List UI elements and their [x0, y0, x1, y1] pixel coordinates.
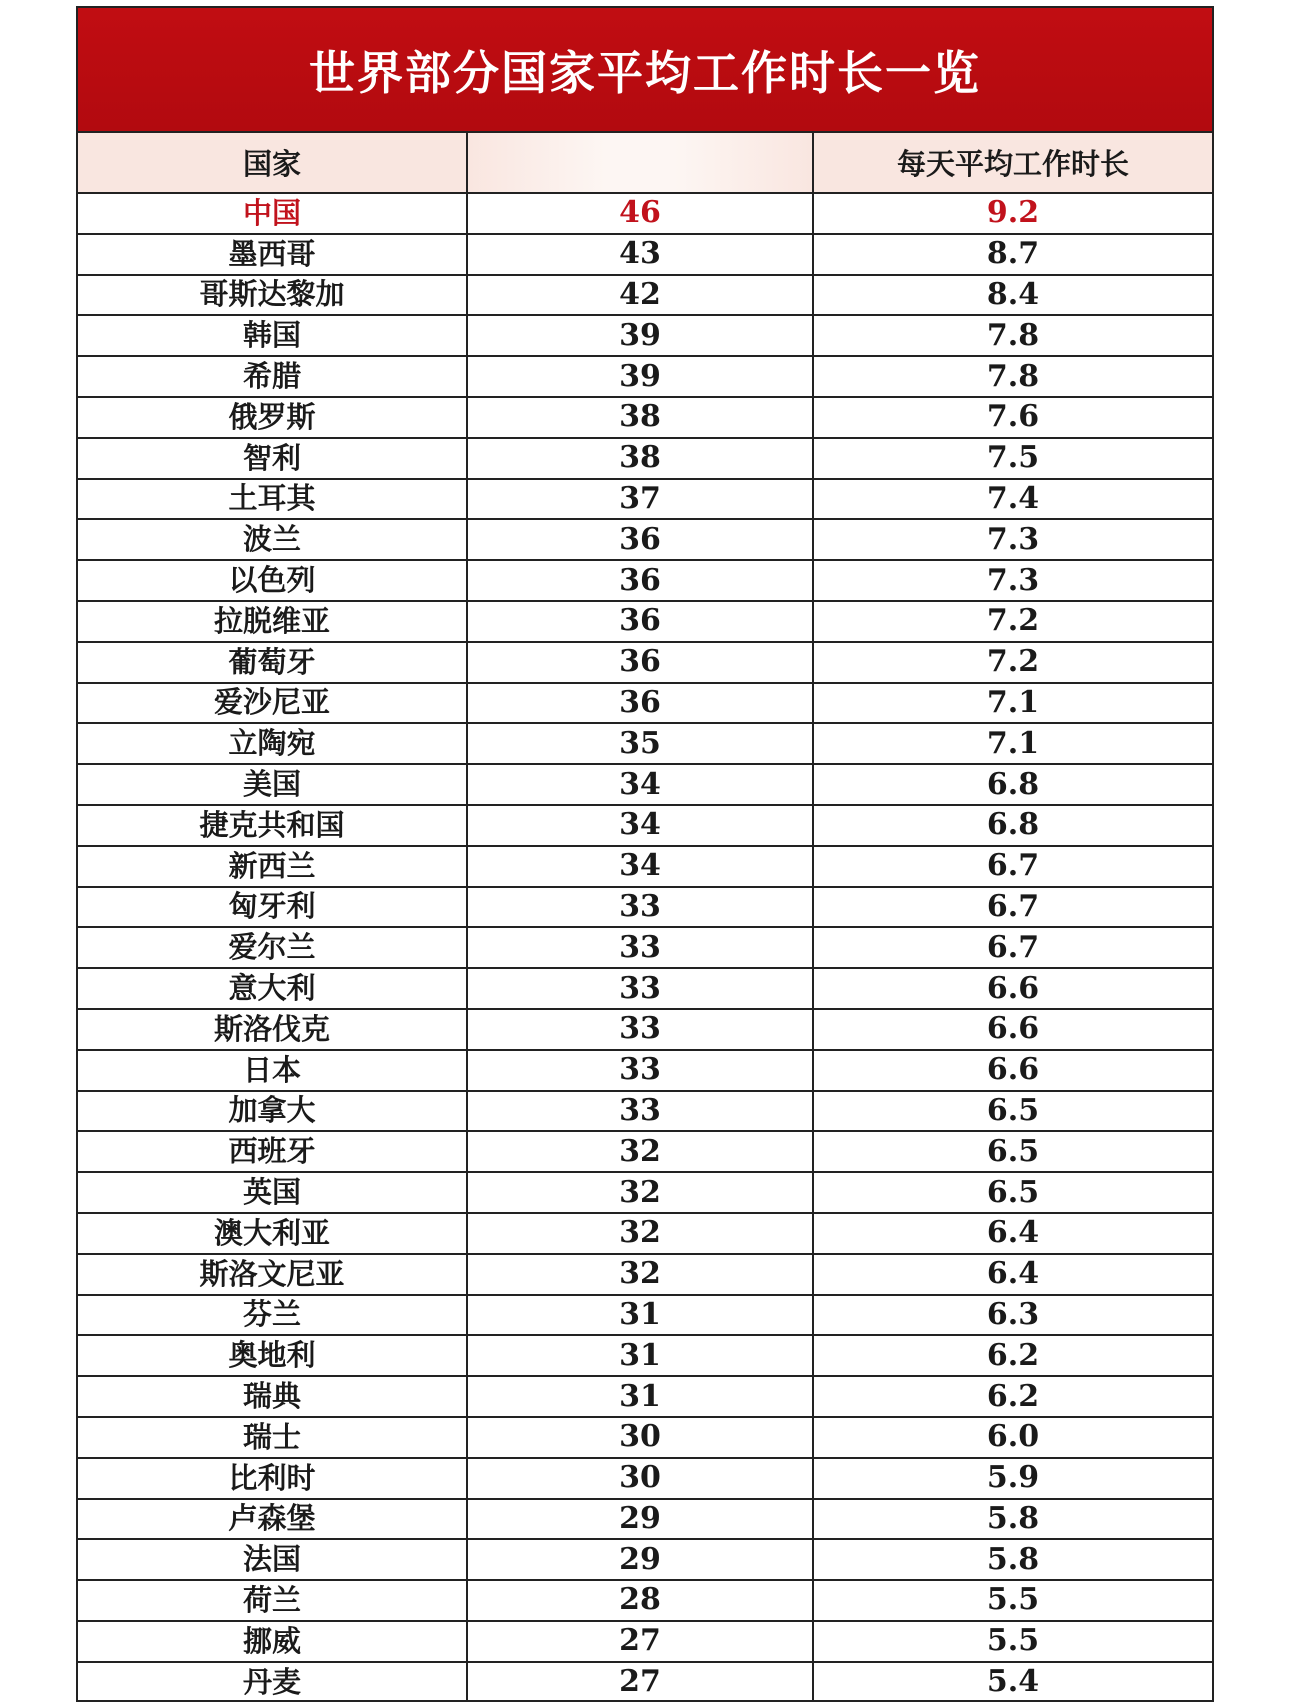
weekly-hours-cell: 42: [467, 275, 813, 316]
country-cell: 新西兰: [78, 846, 467, 887]
country-cell: 立陶宛: [78, 723, 467, 764]
weekly-hours-cell: 28: [467, 1580, 813, 1621]
country-cell: 瑞典: [78, 1376, 467, 1417]
table-row: [78, 1417, 1212, 1458]
daily-hours-cell: 5.9: [813, 1458, 1212, 1499]
weekly-hours-cell: 36: [467, 601, 813, 642]
country-cell: 俄罗斯: [78, 397, 467, 438]
daily-hours-cell: 7.5: [813, 438, 1212, 479]
daily-hours-cell: 5.8: [813, 1499, 1212, 1540]
table-row: [78, 1499, 1212, 1540]
country-cell: 奥地利: [78, 1335, 467, 1376]
country-cell: 西班牙: [78, 1131, 467, 1172]
country-cell: 比利时: [78, 1458, 467, 1499]
country-cell: 斯洛文尼亚: [78, 1254, 467, 1295]
country-cell: 瑞士: [78, 1417, 467, 1458]
table-row: [78, 519, 1212, 560]
daily-hours-cell: 6.4: [813, 1213, 1212, 1254]
table-row: [78, 275, 1212, 316]
country-cell: 哥斯达黎加: [78, 275, 467, 316]
weekly-hours-cell: 32: [467, 1172, 813, 1213]
daily-hours-cell: 8.7: [813, 234, 1212, 275]
country-cell: 芬兰: [78, 1295, 467, 1336]
table-row: [78, 1213, 1212, 1254]
country-cell: 卢森堡: [78, 1499, 467, 1540]
daily-hours-cell: 5.8: [813, 1539, 1212, 1580]
table-row: [78, 805, 1212, 846]
table-body: [78, 193, 1212, 1701]
header-weekly-hours: [467, 133, 813, 193]
country-cell: 匈牙利: [78, 887, 467, 928]
daily-hours-cell: 6.6: [813, 1009, 1212, 1050]
weekly-hours-cell: 37: [467, 479, 813, 520]
weekly-hours-cell: 33: [467, 1091, 813, 1132]
weekly-hours-cell: 36: [467, 683, 813, 724]
table-row: [78, 927, 1212, 968]
daily-hours-cell: 7.2: [813, 642, 1212, 683]
table-row: [78, 356, 1212, 397]
country-cell: 挪威: [78, 1621, 467, 1662]
weekly-hours-cell: 39: [467, 356, 813, 397]
weekly-hours-cell: 34: [467, 764, 813, 805]
table-row: [78, 968, 1212, 1009]
page-title: 世界部分国家平均工作时长一览: [309, 45, 981, 100]
table-row: [78, 560, 1212, 601]
country-cell: 法国: [78, 1539, 467, 1580]
weekly-hours-cell: 33: [467, 1050, 813, 1091]
table-row: [78, 887, 1212, 928]
weekly-hours-cell: 32: [467, 1213, 813, 1254]
weekly-hours-cell: 30: [467, 1458, 813, 1499]
daily-hours-cell: 7.8: [813, 356, 1212, 397]
country-cell: 土耳其: [78, 479, 467, 520]
table-row: [78, 846, 1212, 887]
daily-hours-cell: 6.7: [813, 887, 1212, 928]
daily-hours-cell: 8.4: [813, 275, 1212, 316]
country-cell: 丹麦: [78, 1662, 467, 1702]
daily-hours-cell: 6.2: [813, 1335, 1212, 1376]
table-row: [78, 1662, 1212, 1702]
daily-hours-cell: 6.3: [813, 1295, 1212, 1336]
table-row: [78, 1254, 1212, 1295]
daily-hours-cell: 6.0: [813, 1417, 1212, 1458]
weekly-hours-cell: 29: [467, 1499, 813, 1540]
weekly-hours-cell: 34: [467, 805, 813, 846]
header-daily-hours: 每天平均工作时长: [813, 133, 1212, 193]
table-row: [78, 601, 1212, 642]
country-cell: 爱尔兰: [78, 927, 467, 968]
country-cell: 斯洛伐克: [78, 1009, 467, 1050]
daily-hours-cell: 6.6: [813, 968, 1212, 1009]
table-row: [78, 1621, 1212, 1662]
table-row: [78, 764, 1212, 805]
weekly-hours-cell: 35: [467, 723, 813, 764]
table-row: [78, 438, 1212, 479]
weekly-hours-cell: 33: [467, 887, 813, 928]
daily-hours-cell: 6.6: [813, 1050, 1212, 1091]
table-row: [78, 1458, 1212, 1499]
table-row: [78, 642, 1212, 683]
country-cell: 中国: [78, 193, 467, 234]
table-row: [78, 397, 1212, 438]
weekly-hours-cell: 33: [467, 927, 813, 968]
weekly-hours-cell: 46: [467, 193, 813, 234]
country-cell: 以色列: [78, 560, 467, 601]
table-row: [78, 1295, 1212, 1336]
weekly-hours-cell: 32: [467, 1131, 813, 1172]
weekly-hours-cell: 38: [467, 438, 813, 479]
daily-hours-cell: 6.2: [813, 1376, 1212, 1417]
country-cell: 墨西哥: [78, 234, 467, 275]
weekly-hours-cell: 39: [467, 315, 813, 356]
weekly-hours-cell: 27: [467, 1621, 813, 1662]
table-row: [78, 234, 1212, 275]
daily-hours-cell: 7.6: [813, 397, 1212, 438]
weekly-hours-cell: 36: [467, 642, 813, 683]
daily-hours-cell: 6.7: [813, 846, 1212, 887]
table-header-row: [78, 133, 1212, 193]
daily-hours-cell: 6.5: [813, 1172, 1212, 1213]
daily-hours-cell: 6.5: [813, 1131, 1212, 1172]
daily-hours-cell: 5.5: [813, 1580, 1212, 1621]
weekly-hours-cell: 30: [467, 1417, 813, 1458]
daily-hours-cell: 6.5: [813, 1091, 1212, 1132]
table-row: [78, 1172, 1212, 1213]
table-row: [78, 315, 1212, 356]
table-row: [78, 1009, 1212, 1050]
weekly-hours-cell: 36: [467, 519, 813, 560]
weekly-hours-cell: 43: [467, 234, 813, 275]
daily-hours-cell: 6.4: [813, 1254, 1212, 1295]
table-row: [78, 723, 1212, 764]
daily-hours-cell: 7.1: [813, 683, 1212, 724]
header-country: 国家: [78, 133, 467, 193]
weekly-hours-cell: 31: [467, 1295, 813, 1336]
table-row: [78, 1580, 1212, 1621]
weekly-hours-cell: 33: [467, 1009, 813, 1050]
country-cell: 澳大利亚: [78, 1213, 467, 1254]
table-row: [78, 1335, 1212, 1376]
table-row: [78, 1050, 1212, 1091]
daily-hours-cell: 5.5: [813, 1621, 1212, 1662]
work-hours-table-sheet: [76, 6, 1214, 1702]
daily-hours-cell: 7.8: [813, 315, 1212, 356]
table-row: [78, 1539, 1212, 1580]
daily-hours-cell: 7.1: [813, 723, 1212, 764]
daily-hours-cell: 6.7: [813, 927, 1212, 968]
weekly-hours-cell: 31: [467, 1376, 813, 1417]
weekly-hours-cell: 33: [467, 968, 813, 1009]
country-cell: 荷兰: [78, 1580, 467, 1621]
table-row: [78, 479, 1212, 520]
country-cell: 意大利: [78, 968, 467, 1009]
daily-hours-cell: 6.8: [813, 805, 1212, 846]
country-cell: 捷克共和国: [78, 805, 467, 846]
country-cell: 希腊: [78, 356, 467, 397]
country-cell: 美国: [78, 764, 467, 805]
weekly-hours-cell: 29: [467, 1539, 813, 1580]
country-cell: 智利: [78, 438, 467, 479]
title-banner: [78, 8, 1212, 133]
weekly-hours-cell: 27: [467, 1662, 813, 1702]
country-cell: 波兰: [78, 519, 467, 560]
weekly-hours-cell: 32: [467, 1254, 813, 1295]
work-hours-table: [78, 133, 1212, 1701]
table-row: [78, 193, 1212, 234]
table-row: [78, 683, 1212, 724]
country-cell: 爱沙尼亚: [78, 683, 467, 724]
daily-hours-cell: 7.3: [813, 519, 1212, 560]
weekly-hours-cell: 36: [467, 560, 813, 601]
country-cell: 韩国: [78, 315, 467, 356]
country-cell: 拉脱维亚: [78, 601, 467, 642]
daily-hours-cell: 5.4: [986, 1664, 1040, 1700]
daily-hours-cell: 6.8: [813, 764, 1212, 805]
daily-hours-cell: 7.3: [813, 560, 1212, 601]
weekly-hours-cell: 31: [467, 1335, 813, 1376]
table-row: [78, 1091, 1212, 1132]
daily-hours-cell: 7.4: [813, 479, 1212, 520]
table-row: [78, 1131, 1212, 1172]
weekly-hours-cell: 38: [467, 397, 813, 438]
country-cell: 加拿大: [78, 1091, 467, 1132]
daily-hours-cell: 7.2: [813, 601, 1212, 642]
country-cell: 日本: [78, 1050, 467, 1091]
daily-hours-cell: 9.2: [813, 193, 1212, 234]
table-row: [78, 1376, 1212, 1417]
country-cell: 英国: [78, 1172, 467, 1213]
weekly-hours-cell: 34: [467, 846, 813, 887]
country-cell: 葡萄牙: [78, 642, 467, 683]
